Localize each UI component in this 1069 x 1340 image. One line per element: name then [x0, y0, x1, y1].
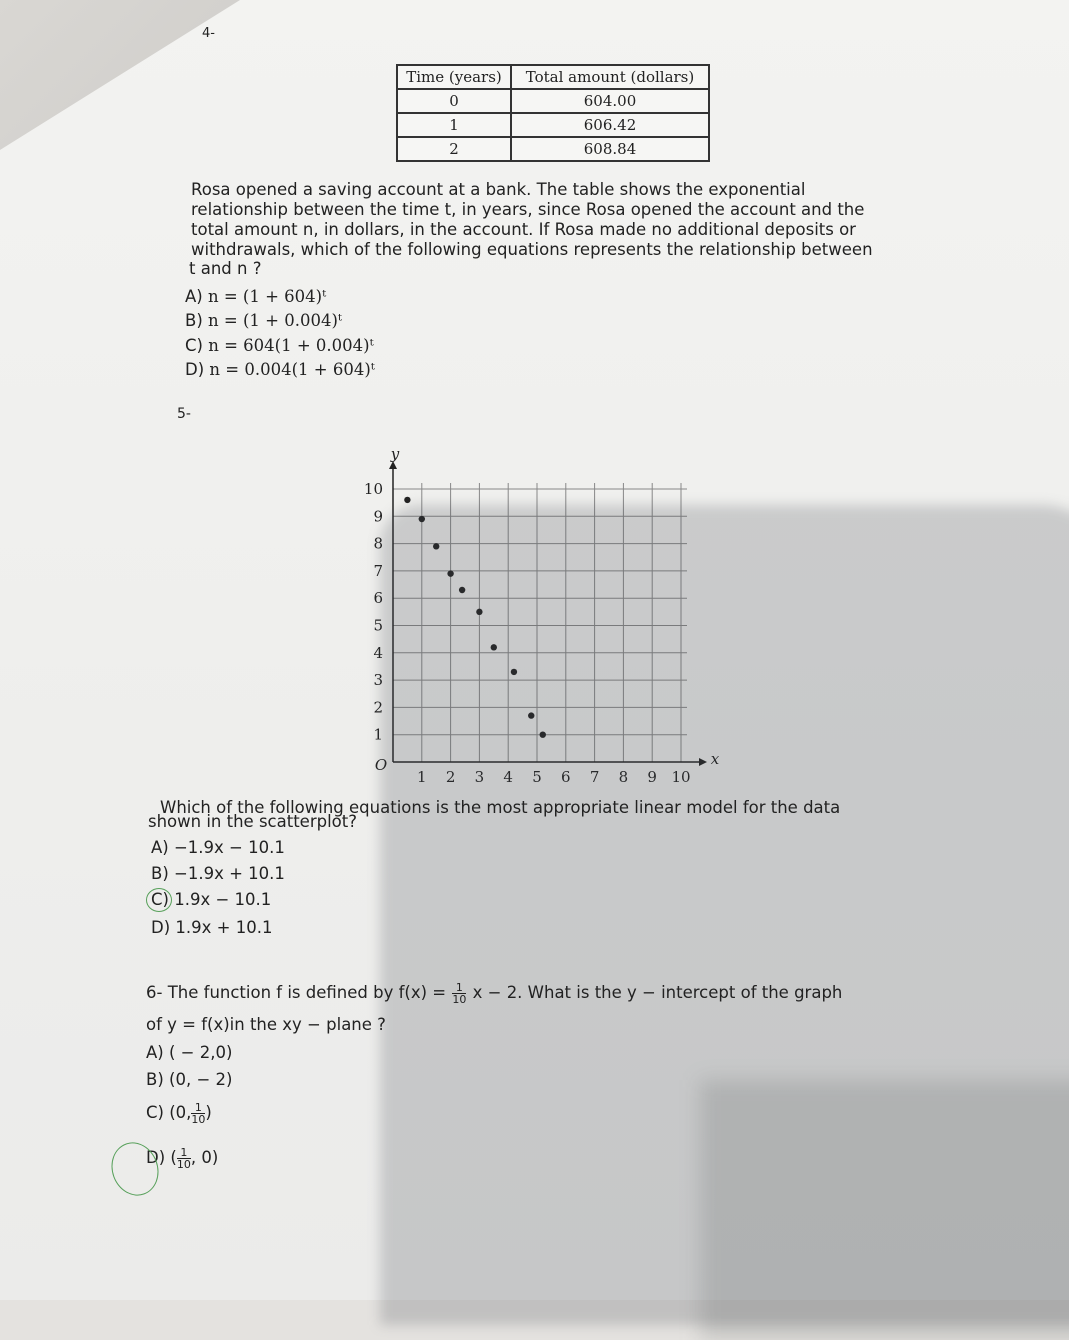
fraction-denominator: 10 — [191, 1113, 206, 1126]
q6-option-b[interactable] — [146, 1070, 232, 1090]
x-tick-label: 9 — [647, 768, 657, 786]
q5-number: 5- — [177, 406, 191, 422]
q4-table-header-time: Time (years) — [397, 65, 511, 89]
option-label: A) — [185, 287, 203, 306]
q5-option-a[interactable] — [151, 838, 285, 858]
q5-option-b[interactable] — [151, 864, 285, 884]
option-text: 1.9x + 10.1 — [175, 918, 273, 937]
option-fraction — [191, 1102, 205, 1125]
option-label: B) — [185, 311, 203, 330]
option-post: , 0) — [190, 1148, 219, 1167]
q4-number: 4- — [202, 26, 215, 41]
table-cell: 608.84 — [511, 137, 709, 161]
option-pre: (0, — [169, 1103, 192, 1122]
y-axis-label: y — [390, 445, 400, 463]
option-label: C) — [151, 890, 169, 909]
y-tick-label: 6 — [373, 589, 383, 608]
y-tick-label: 3 — [373, 671, 383, 690]
option-label: D) — [146, 1148, 166, 1167]
x-tick-label: 10 — [671, 768, 691, 786]
x-tick-label: 7 — [589, 768, 600, 786]
option-text: −1.9x + 10.1 — [174, 864, 285, 883]
option-text: n = 0.004(1 + 604)ᵗ — [209, 360, 375, 379]
x-tick-label: 4 — [503, 768, 513, 786]
y-tick-label: 9 — [373, 507, 383, 526]
fraction-denominator: 10 — [452, 993, 467, 1006]
option-label: B) — [146, 1070, 164, 1089]
q6-option-c[interactable] — [146, 1102, 212, 1125]
q4-text-line: relationship between the time t, in years, since Rosa opened the account and the — [191, 200, 865, 219]
option-text: 1.9x − 10.1 — [174, 890, 272, 909]
table-cell: 2 — [397, 137, 511, 161]
option-text: n = (1 + 0.004)ᵗ — [208, 311, 342, 330]
q4-text-line: t and n ? — [189, 259, 262, 278]
y-tick-label: 1 — [373, 725, 383, 744]
x-tick-label: 1 — [417, 768, 427, 786]
q6-prefix: 6- The function f is defined by f(x) = — [146, 983, 447, 1002]
table-cell: 1 — [397, 113, 511, 137]
table-cell: 606.42 — [511, 113, 709, 137]
option-label: B) — [151, 864, 169, 883]
fraction-numerator: 1 — [452, 982, 466, 994]
answer-circle-mark — [146, 888, 172, 912]
option-text: (0, − 2) — [169, 1070, 233, 1089]
q6-line2: of y = f(x)in the xy − plane ? — [146, 1015, 386, 1034]
q5-text-line: shown in the scatterplot? — [148, 812, 357, 831]
y-tick-label: 5 — [373, 616, 383, 635]
hand-shadow — [700, 1080, 1069, 1340]
option-text: n = 604(1 + 0.004)ᵗ — [208, 336, 374, 355]
x-tick-label: 8 — [618, 768, 629, 786]
q4-text-line: Rosa opened a saving account at a bank. The table shows the exponential — [191, 180, 806, 199]
table-cell: 0 — [397, 89, 511, 113]
x-tick-label: 6 — [561, 768, 571, 786]
option-label: C) — [146, 1103, 164, 1122]
option-fraction — [177, 1147, 191, 1170]
option-label: A) — [151, 838, 169, 857]
q5-text-line: Which of the following equations is the most appropriate linear model for the data — [160, 798, 841, 817]
x-axis-label: x — [710, 750, 720, 768]
q6-option-a[interactable] — [146, 1043, 232, 1063]
option-text: ( − 2,0) — [168, 1043, 233, 1062]
fraction-numerator: 1 — [177, 1147, 191, 1159]
table-cell: 604.00 — [511, 89, 709, 113]
x-tick-label: 5 — [532, 768, 542, 786]
option-label: D) — [151, 918, 171, 937]
option-label: A) — [146, 1043, 164, 1062]
y-tick-label: 8 — [373, 534, 383, 553]
scatter-point — [404, 497, 410, 503]
q6-suffix: x − 2. What is the y − intercept of the graph — [472, 983, 843, 1002]
fraction-denominator: 10 — [176, 1158, 191, 1171]
option-label: D) — [185, 360, 205, 379]
y-tick-label: 10 — [363, 480, 383, 498]
option-label: C) — [185, 336, 203, 355]
y-tick-label: 7 — [373, 561, 383, 580]
option-post: ) — [205, 1103, 212, 1122]
q6-stem — [146, 982, 842, 1005]
q4-table-header-amount: Total amount (dollars) — [511, 65, 709, 89]
q4-text-line: total amount n, in dollars, in the account. If Rosa made no additional deposits or — [191, 220, 856, 239]
origin-label: O — [374, 756, 388, 774]
fraction-numerator: 1 — [191, 1102, 205, 1114]
x-tick-label: 3 — [474, 768, 485, 786]
q4-text-line: withdrawals, which of the following equations represents the relationship between — [191, 240, 873, 259]
x-tick-label: 2 — [445, 768, 456, 786]
y-tick-label: 2 — [373, 698, 383, 717]
option-text: −1.9x − 10.1 — [173, 838, 285, 857]
option-pre: ( — [170, 1148, 177, 1167]
y-tick-label: 4 — [373, 643, 383, 662]
q5-option-d[interactable] — [151, 918, 272, 938]
option-text: n = (1 + 604)ᵗ — [207, 287, 327, 306]
q6-fraction — [452, 982, 466, 1005]
